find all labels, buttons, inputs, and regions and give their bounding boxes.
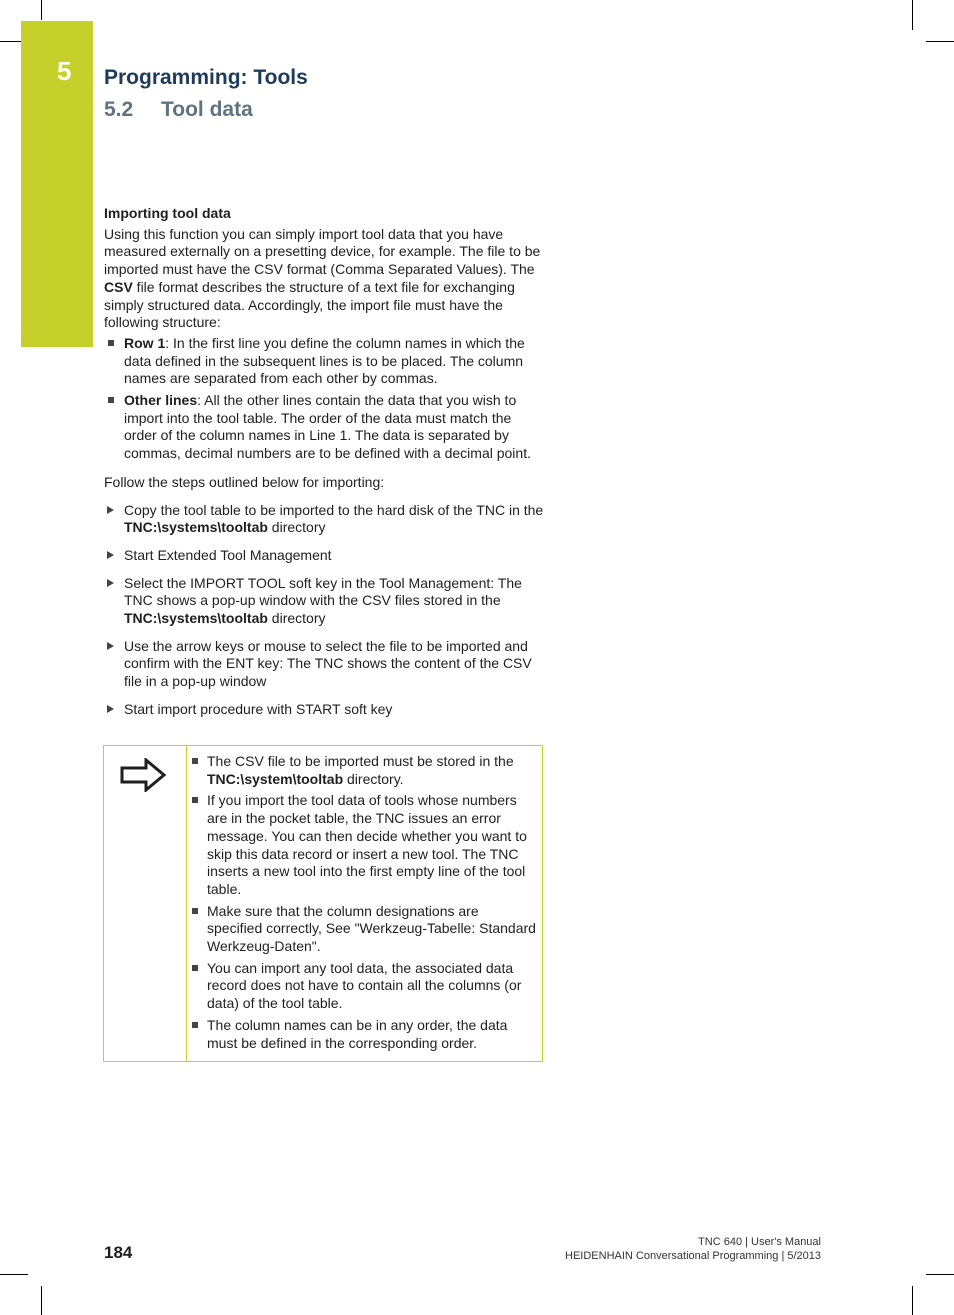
note-list bbox=[187, 753, 537, 1056]
follow-text: Follow the steps outlined below for importing: bbox=[104, 473, 385, 490]
step-item: Start Extended Tool Management bbox=[104, 547, 544, 565]
section-title: Tool data bbox=[161, 98, 253, 121]
note-item: Make sure that the column designations are specified correctly, See "Werkzeug-Tabelle: Standard Werkzeug-Daten". bbox=[187, 903, 537, 956]
step-arrow-icon bbox=[107, 551, 114, 559]
step-arrow-icon bbox=[107, 642, 114, 650]
bullet-icon bbox=[108, 340, 114, 346]
bullet-icon bbox=[192, 1022, 198, 1028]
crop-mark bbox=[926, 41, 954, 42]
crop-mark bbox=[41, 0, 42, 20]
step-arrow-icon bbox=[107, 705, 114, 713]
bullet-icon bbox=[192, 797, 198, 803]
intro-paragraph: Using this function you can simply import tool data that you have measured externally on a presetting device, for example. The file to be imported must have the CSV format (Comma Separated Values). The CSV file format describes the structure of a text file for exchanging simply structured data. Accordingly, the import file must have the following structure: bbox=[104, 225, 541, 331]
crop-mark bbox=[926, 1274, 954, 1275]
note-item: The CSV file to be imported must be stored in the TNC:\system\tooltab directory. bbox=[187, 753, 537, 788]
bullet-icon bbox=[108, 397, 114, 403]
structure-item: Row 1: In the first line you define the column names in which the data defined in the subsequent lines is to be placed. The column names are separated from each other by commas. bbox=[104, 335, 544, 388]
bullet-icon bbox=[192, 965, 198, 971]
crop-mark bbox=[41, 1286, 42, 1315]
step-arrow-icon bbox=[107, 506, 114, 514]
footer-line-manual: TNC 640 | User's Manual bbox=[698, 1236, 821, 1248]
footer-line-publisher: HEIDENHAIN Conversational Programming | 5/2013 bbox=[565, 1250, 821, 1262]
bullet-icon bbox=[192, 758, 198, 764]
section-number: 5.2 bbox=[104, 98, 134, 121]
step-item: Copy the tool table to be imported to the hard disk of the TNC in the TNC:\systems\tooltab directory bbox=[104, 502, 544, 537]
note-item: You can import any tool data, the associated data record does not have to contain all the columns (or data) of the tool table. bbox=[187, 960, 537, 1013]
page-number: 184 bbox=[104, 1243, 133, 1262]
footer-info bbox=[565, 1235, 821, 1263]
note-item: If you import the tool data of tools whose numbers are in the pocket table, the TNC issues an error message. You can then decide whether you want to skip this data record or insert a new tool. The TNC inserts a new tool into the first empty line of the tool table. bbox=[187, 792, 537, 898]
subheading: Importing tool data bbox=[104, 205, 231, 221]
chapter-title: Programming: Tools bbox=[104, 66, 308, 89]
step-item: Use the arrow keys or mouse to select the file to be imported and confirm with the ENT key: The TNC shows the content of the CSV file in a pop-up window bbox=[104, 638, 544, 691]
crop-mark bbox=[0, 1274, 28, 1275]
note-item: The column names can be in any order, the data must be defined in the corresponding order. bbox=[187, 1017, 537, 1052]
step-item: Select the IMPORT TOOL soft key in the Tool Management: The TNC shows a pop-up window with the CSV files stored in the TNC:\systems\tooltab directory bbox=[104, 575, 544, 628]
step-arrow-icon bbox=[107, 579, 114, 587]
structure-item: Other lines: All the other lines contain the data that you wish to import into the tool table. The order of the data must match the order of the column names in Line 1. The data is separated by commas, decimal numbers are to be defined with a decimal point. bbox=[104, 392, 544, 463]
crop-mark bbox=[0, 41, 21, 42]
note-box bbox=[103, 745, 543, 1062]
step-item: Start import procedure with START soft key bbox=[104, 701, 544, 719]
crop-mark bbox=[912, 0, 913, 30]
bullet-icon bbox=[192, 908, 198, 914]
crop-mark bbox=[912, 1286, 913, 1315]
arrow-right-icon bbox=[120, 758, 168, 792]
main-content bbox=[104, 205, 544, 719]
chapter-number: 5 bbox=[57, 56, 72, 86]
